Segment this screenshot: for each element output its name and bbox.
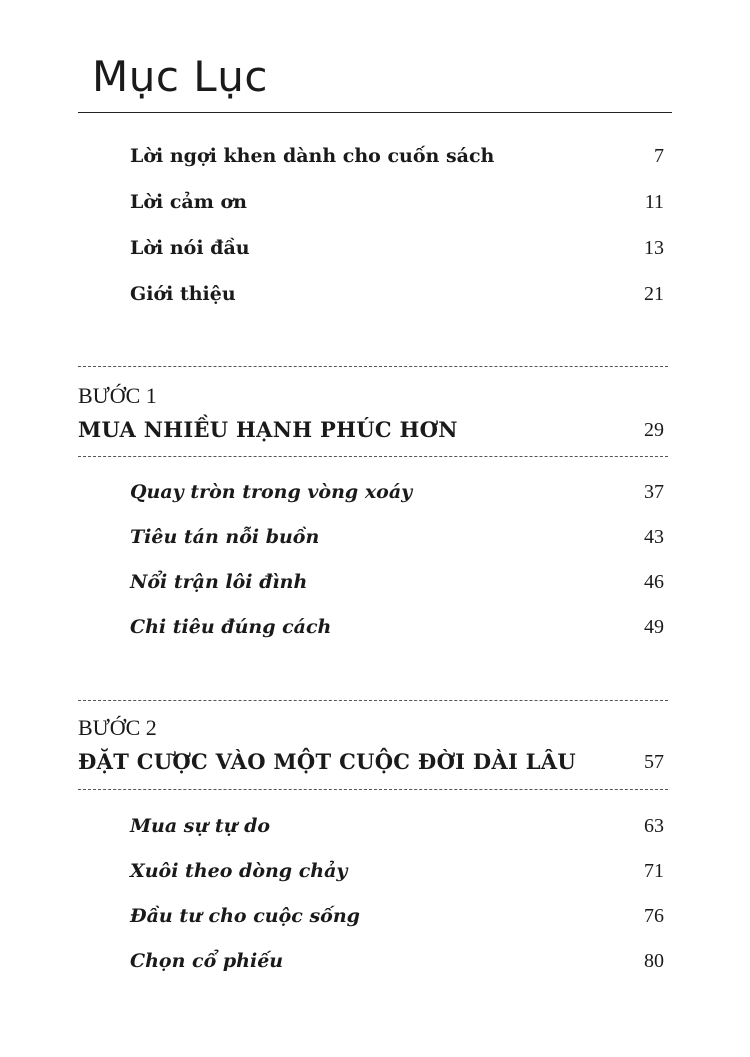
toc-entry[interactable] xyxy=(0,612,750,642)
section-divider xyxy=(78,700,668,701)
toc-entry[interactable] xyxy=(0,901,750,931)
toc-entry-page: 71 xyxy=(644,860,664,882)
toc-entry-page: 63 xyxy=(644,815,664,837)
toc-entry-label: Nổi trận lôi đình xyxy=(130,571,308,593)
toc-entry-page: 43 xyxy=(644,526,664,548)
toc-entry-label: Chọn cổ phiếu xyxy=(130,950,284,972)
toc-entry-label: Đầu tư cho cuộc sống xyxy=(130,905,360,927)
section-title: ĐẶT CƯỢC VÀO MỘT CUỘC ĐỜI DÀI LÂU xyxy=(78,749,577,774)
toc-entry[interactable] xyxy=(0,567,750,597)
section-divider xyxy=(78,366,668,367)
section-step-label: BƯỚC 2 xyxy=(78,715,157,740)
toc-entry[interactable] xyxy=(0,946,750,976)
toc-entry-label: Chi tiêu đúng cách xyxy=(130,616,332,638)
toc-entry-page: 21 xyxy=(644,283,664,305)
section-step-label: BƯỚC 1 xyxy=(78,383,157,408)
toc-entry-label: Mua sự tự do xyxy=(130,815,271,837)
toc-entry-page: 76 xyxy=(644,905,664,927)
toc-entry[interactable] xyxy=(0,187,750,217)
toc-entry[interactable] xyxy=(0,279,750,309)
section-title: MUA NHIỀU HẠNH PHÚC HƠN xyxy=(78,417,458,442)
toc-entry-label: Xuôi theo dòng chảy xyxy=(130,860,348,882)
page-title: Mục Lục xyxy=(92,52,268,101)
section-page: 57 xyxy=(644,751,664,773)
toc-entry-label: Lời cảm ơn xyxy=(130,191,247,213)
toc-entry-page: 49 xyxy=(644,616,664,638)
toc-entry-page: 37 xyxy=(644,481,664,503)
section-heading[interactable] xyxy=(0,746,750,778)
toc-entry-page: 80 xyxy=(644,950,664,972)
section-heading[interactable] xyxy=(0,414,750,446)
toc-entry[interactable] xyxy=(0,811,750,841)
title-rule xyxy=(78,112,672,113)
toc-entry-page: 13 xyxy=(644,237,664,259)
toc-entry[interactable] xyxy=(0,522,750,552)
toc-entry[interactable] xyxy=(0,856,750,886)
toc-entry-page: 7 xyxy=(654,145,664,167)
section-page: 29 xyxy=(644,419,664,441)
toc-entry-label: Quay tròn trong vòng xoáy xyxy=(130,481,413,503)
toc-entry[interactable] xyxy=(0,233,750,263)
toc-entry[interactable] xyxy=(0,477,750,507)
toc-entry-label: Giới thiệu xyxy=(130,283,236,305)
section-divider xyxy=(78,456,668,457)
toc-entry-page: 46 xyxy=(644,571,664,593)
toc-entry[interactable] xyxy=(0,141,750,171)
toc-entry-label: Tiêu tán nỗi buồn xyxy=(130,526,320,548)
toc-entry-page: 11 xyxy=(644,191,664,213)
section-divider xyxy=(78,789,668,790)
toc-entry-label: Lời nói đầu xyxy=(130,237,250,259)
toc-entry-label: Lời ngợi khen dành cho cuốn sách xyxy=(130,145,495,167)
